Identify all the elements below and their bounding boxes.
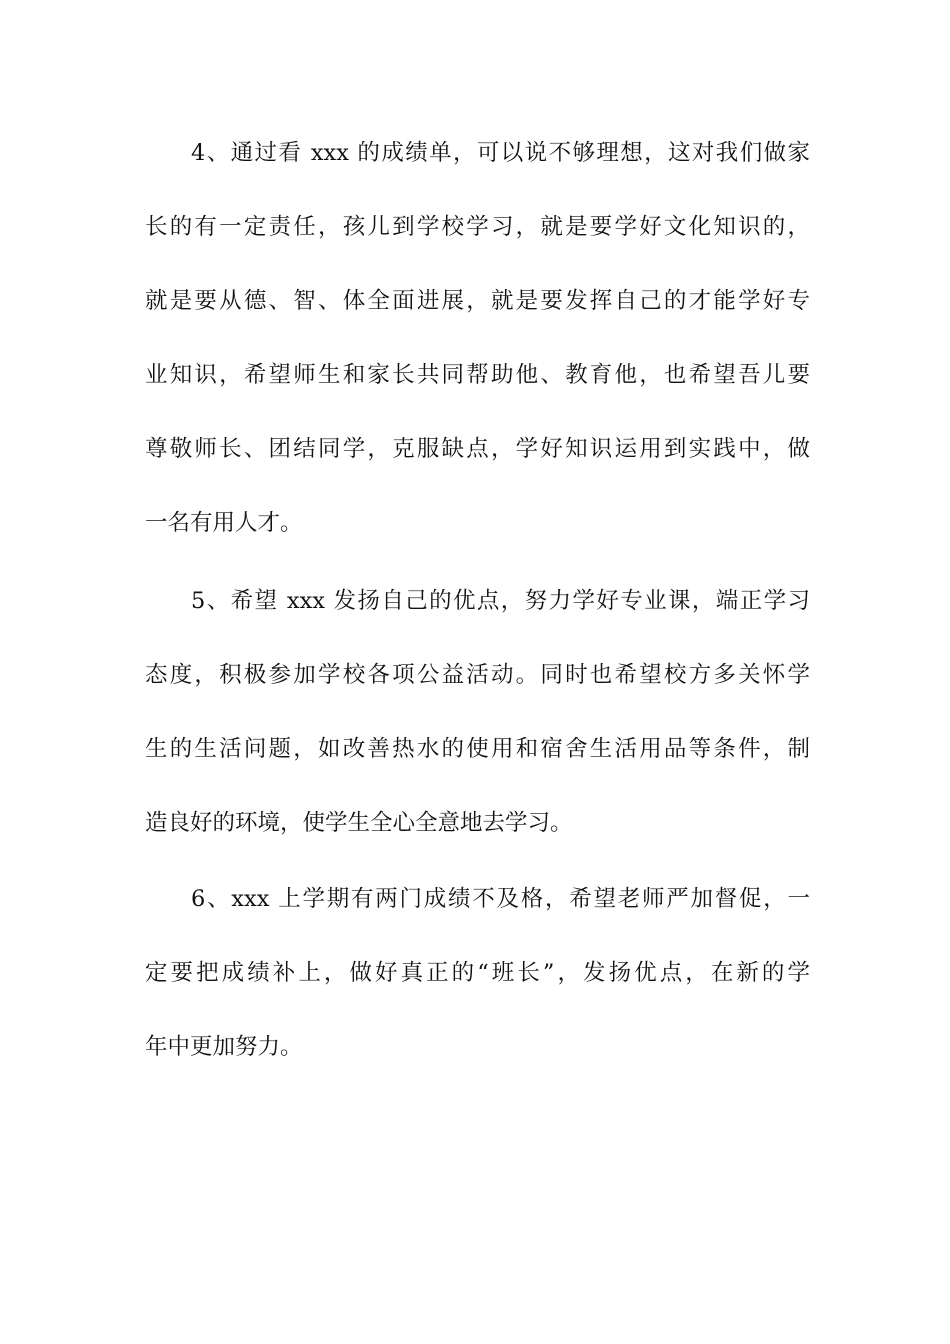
text-line: 态度，积极参加学校各项公益活动。同时也希望校方多关怀学 xyxy=(145,662,810,688)
text-line: 5、希望 xxx 发扬自己的优点，努力学好专业课，端正学习 xyxy=(191,588,810,614)
text-line: 6、xxx 上学期有两门成绩不及格，希望老师严加督促，一 xyxy=(191,886,810,912)
text-line: 一名有用人才。 xyxy=(145,510,303,536)
text-line: 4、通过看 xxx 的成绩单，可以说不够理想，这对我们做家 xyxy=(191,140,810,166)
text-line: 尊敬师长、团结同学，克服缺点，学好知识运用到实践中，做 xyxy=(145,436,810,462)
text-line: 定要把成绩补上，做好真正的“班长”，发扬优点，在新的学 xyxy=(145,960,810,986)
text-line: 业知识，希望师生和家长共同帮助他、教育他，也希望吾儿要 xyxy=(145,362,810,388)
text-line: 年中更加努力。 xyxy=(145,1034,303,1060)
text-line: 造良好的环境，使学生全心全意地去学习。 xyxy=(145,810,573,836)
text-line: 就是要从德、智、体全面进展，就是要发挥自己的才能学好专 xyxy=(145,288,810,314)
text-line: 生的生活问题，如改善热水的使用和宿舍生活用品等条件，制 xyxy=(145,736,810,762)
text-line: 长的有一定责任，孩儿到学校学习，就是要学好文化知识的， xyxy=(145,214,810,240)
